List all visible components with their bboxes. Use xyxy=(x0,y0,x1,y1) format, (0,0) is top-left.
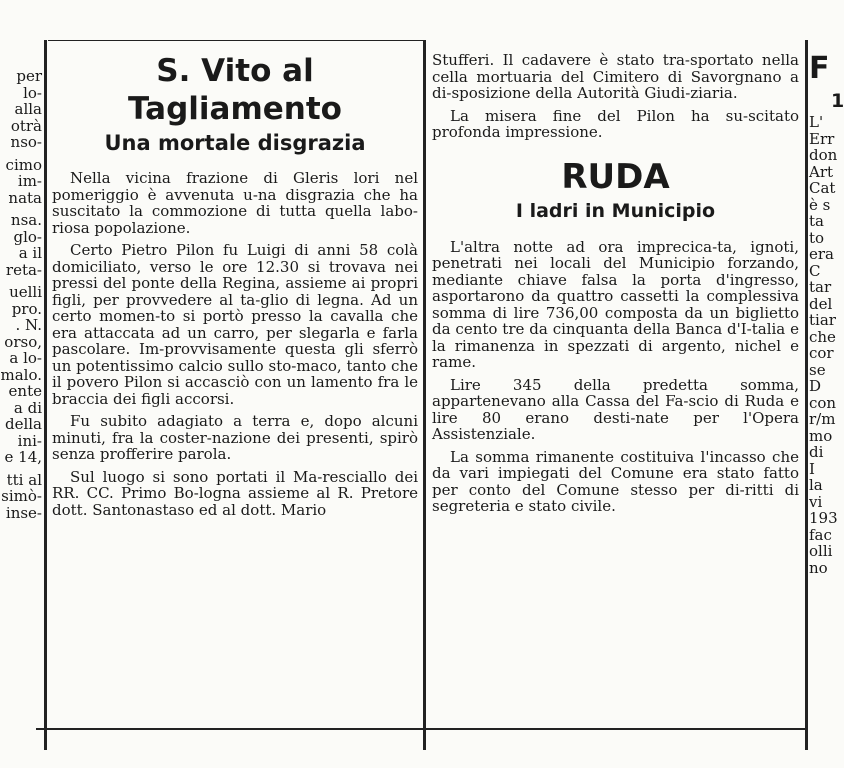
fragment-line: Err xyxy=(809,129,835,148)
fragment-line: nata xyxy=(8,188,42,207)
fragment-line: pro. xyxy=(11,299,42,318)
right-fragment-headline: F xyxy=(809,51,830,86)
fragment-line: glo- xyxy=(13,227,42,246)
fragment-line: della xyxy=(4,415,42,433)
fragment-line: reta- xyxy=(5,260,42,279)
fragment-line: lo- xyxy=(23,83,42,102)
fragment-line: del xyxy=(809,294,833,313)
fragment-line: malo. xyxy=(0,365,42,384)
fragment-line: to xyxy=(809,228,825,247)
paragraph: Certo Pietro Pilon fu Luigi di anni 58 colà domiciliato, verso le ore 12.30 si trovava nei pressi del ponte della Regina, assieme ai propri figli, per provvedere al ta-glio di legna. Ad un certo momen-to si portò presso la cavalla che era attaccata ad un carro, per slegarla e farla pascolare. Im-provvisamente questa gli sferrò un potentissimo calcio sullo sto-maco, tanto che il povero Pilon si accasciò con un lamento fra le braccia dei figli accorsi. xyxy=(52,241,418,408)
fragment-line: im- xyxy=(17,172,42,190)
fragment-line: tar xyxy=(809,278,832,296)
fragment-line: ta xyxy=(809,212,824,230)
fragment-line: simò- xyxy=(1,487,42,505)
right-fragment-column xyxy=(809,50,842,576)
fragment-line: tti al xyxy=(6,470,42,489)
fragment-line: . N. xyxy=(15,316,42,334)
top-rule xyxy=(48,40,424,41)
fragment-line: tiar xyxy=(809,311,836,329)
subheadline-vito: Una mortale disgrazia xyxy=(104,131,366,155)
fragment-line: cor xyxy=(809,344,834,362)
fragment-line: don xyxy=(809,146,838,164)
fragment-line: D xyxy=(809,377,822,395)
fragment-line: I xyxy=(809,459,815,478)
fragment-line: orso, xyxy=(4,332,42,351)
left-fragment-lines xyxy=(0,68,42,521)
article-vito xyxy=(52,52,418,524)
fragment-line: alla xyxy=(14,100,42,118)
fragment-line: che xyxy=(809,327,836,346)
fragment-line: C xyxy=(809,261,821,280)
fragment-line: a il xyxy=(18,244,42,262)
left-fragment-column xyxy=(0,68,42,521)
paragraph: Lire 345 della predetta somma, appartenevano alla Cassa del Fa-scio di Ruda e lire 80 erano desti-nate per l'Opera Assistenziale. xyxy=(432,375,799,443)
fragment-line: a lo- xyxy=(9,349,42,367)
fragment-line: olli xyxy=(809,542,833,560)
right-fragment-lines xyxy=(809,114,842,576)
headline-vito: S. Vito al Tagliamento xyxy=(128,53,342,127)
fragment-line: fac xyxy=(809,525,832,544)
fragment-line: 193 xyxy=(809,509,838,527)
column-rule xyxy=(805,40,808,750)
paragraph: Nella vicina frazione di Gleris lori nel pomeriggio è avvenuta u-na disgrazia che ha suscitato la commozione di tutta quella labo-riosa popolazione. xyxy=(52,169,418,237)
fragment-line: mo xyxy=(809,426,833,445)
fragment-line: L' xyxy=(809,113,824,131)
paragraph: La misera fine del Pilon ha su-scitato profonda impressione. xyxy=(432,106,799,141)
fragment-line: inse- xyxy=(5,503,42,522)
fragment-line: con xyxy=(809,393,837,412)
paragraph: Fu subito adagiato a terra e, dopo alcuni minuti, fra la coster-nazione dei presenti, spirò senza profferire parola. xyxy=(52,412,418,463)
subheadline-ruda: I ladri in Municipio xyxy=(515,199,716,222)
headline-ruda: RUDA xyxy=(561,156,670,197)
column-rule xyxy=(423,40,426,750)
fragment-line: ente xyxy=(8,382,42,400)
fragment-line: cimo xyxy=(5,155,42,174)
fragment-line: se xyxy=(809,360,826,379)
fragment-line: nsa. xyxy=(10,211,42,229)
fragment-line: era xyxy=(809,245,834,263)
fragment-line: uelli xyxy=(9,283,42,301)
article-ruda-column xyxy=(432,52,799,521)
fragment-line: di xyxy=(809,443,824,461)
fragment-line: Art xyxy=(809,162,834,181)
fragment-line: la xyxy=(809,476,823,494)
fragment-line: a di xyxy=(13,398,42,417)
fragment-line: otrà xyxy=(10,116,42,135)
fragment-line: r/m xyxy=(809,410,836,428)
right-fragment-subheadline: 1 xyxy=(831,90,844,112)
fragment-line: ini- xyxy=(17,431,42,450)
paragraph: Stufferi. Il cadavere è stato tra-sportato nella cella mortuaria del Cimitero di Savorgnano a di-sposizione della Autorità Giudi-ziaria. xyxy=(432,51,799,102)
fragment-line: è s xyxy=(809,195,831,214)
column-rule xyxy=(44,40,47,750)
fragment-line: Cat xyxy=(809,179,836,197)
fragment-line: e 14, xyxy=(4,448,42,466)
fragment-line: no xyxy=(809,558,828,577)
fragment-line: per xyxy=(16,67,42,85)
bottom-rule xyxy=(36,728,806,730)
fragment-line: vi xyxy=(809,492,823,511)
fragment-line: nso- xyxy=(10,133,42,151)
paragraph: Sul luogo si sono portati il Ma-resciallo dei RR. CC. Primo Bo-logna assieme al R. Pretore dott. Santonastaso ed al dott. Mario xyxy=(52,467,418,519)
paragraph: L'altra notte ad ora impreciса-ta, ignoti, penetrati nei locali del Municipio forzando, mediante chiave falsa la porta d'ingresso, asportarono da quattro cassetti la complessiva somma di lire 736,00 composta da un biglietto da cento tre da cinquanta della Banca d'I-talia e la rimanenza in spezzati di argento, nichel e rame. xyxy=(432,237,799,371)
paragraph: La somma rimanente costituiva l'incasso che da vari impiegati del Comune era stato fatto per conto del Comune stesso per di-ritti di segreteria e stato civile. xyxy=(432,447,799,515)
